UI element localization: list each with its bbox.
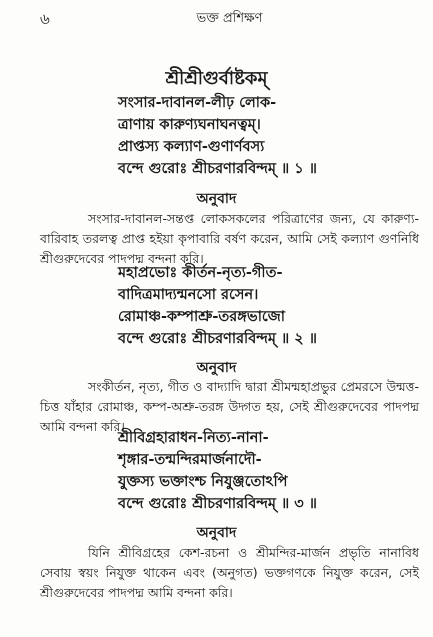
verse-line: শ্রীবিগ্রহারাধন-নিত্য-নানা-	[118, 430, 269, 446]
translation-text: যিনি শ্রীবিগ্রহের কেশ-রচনা ও শ্রীমন্দির-মার্জন প্রভৃতি নানাবিধ সেবায় স্বয়ং নিযুক্ত থাকেন এবং (অনুগত) ভক্তগণকে নিযুক্ত করেন, সেই শ্রীগুরুদেবের পাদপদ্ম আমি বন্দনা করি।	[40, 545, 419, 600]
verse-line: ত্রাণায় কারুণ্যঘনাঘনত্বম্।	[118, 117, 261, 133]
verse-line: প্রাপ্তস্য কল্যাণ-গুণার্ণবস্য	[118, 139, 265, 155]
translation-heading: অনুবাদ	[196, 360, 237, 376]
verse-line: যুক্তস্য ভক্তাংশ্চ নিযুঞ্জতোঽপি	[118, 474, 288, 490]
page-header	[40, 8, 419, 28]
hymn-title: শ্রীশ্রীগুর্বাষ্টকম্	[165, 68, 268, 89]
verse-line: বাদিত্রমাদ্যন্মনসো রসেন।	[118, 287, 259, 303]
verse-1	[118, 92, 425, 180]
verse-line: সংসার-দাবানল-লীঢ় লোক-	[118, 95, 277, 111]
verse-2	[118, 262, 425, 350]
verse-line: বন্দে গুরোঃ শ্রীচরণারবিন্দম্ ॥ ২ ॥	[118, 331, 317, 347]
page-number: ৬	[40, 10, 50, 28]
translation-text: সংকীর্তন, নৃত্য, গীত ও বাদ্যাদি দ্বারা শ্রীমন্মহাপ্রভুর প্রেমরসে উন্মত্ত-চিত্ত যাঁহার রোমাঞ্চ, কম্প-অশ্রু-তরঙ্গ উদ্গত হয়, সেই শ্রীগুরুদেবের পাদপদ্ম আমি বন্দনা করি।	[40, 379, 419, 434]
translation-heading: অনুবাদ	[196, 191, 237, 207]
translation-heading: অনুবাদ	[196, 525, 237, 541]
verse-line: বন্দে গুরোঃ শ্রীচরণারবিন্দম্ ॥ ৩ ॥	[118, 496, 317, 512]
translation-text: সংসার-দাবানল-সন্তপ্ত লোকসকলের পরিত্রাণের জন্য, যে কারুণ্য-বারিবাহ তরলত্ব প্রাপ্ত হইয়া কৃপাবারি বর্ষণ করেন, আমি সেই কল্যাণ গুণনিধি শ্রীগুরুদেবের পাদপদ্ম বন্দনা করি।	[40, 211, 419, 266]
translation-paragraph-1	[40, 209, 419, 269]
verse-line: বন্দে গুরোঃ শ্রীচরণারবিন্দম্ ॥ ১ ॥	[118, 161, 317, 177]
verse-line: শৃঙ্গার-তন্মন্দিরমার্জনাদৌ-	[118, 452, 262, 468]
verse-line: মহাপ্রভোঃ কীর্তন-নৃত্য-গীত-	[118, 265, 283, 281]
verse-3	[118, 427, 425, 515]
translation-paragraph-3	[40, 543, 419, 603]
running-title: ভক্ত প্রশিক্ষণ	[196, 11, 263, 26]
verse-line: রোমাঞ্চ-কম্পাশ্রু-তরঙ্গভাজো	[118, 309, 285, 325]
